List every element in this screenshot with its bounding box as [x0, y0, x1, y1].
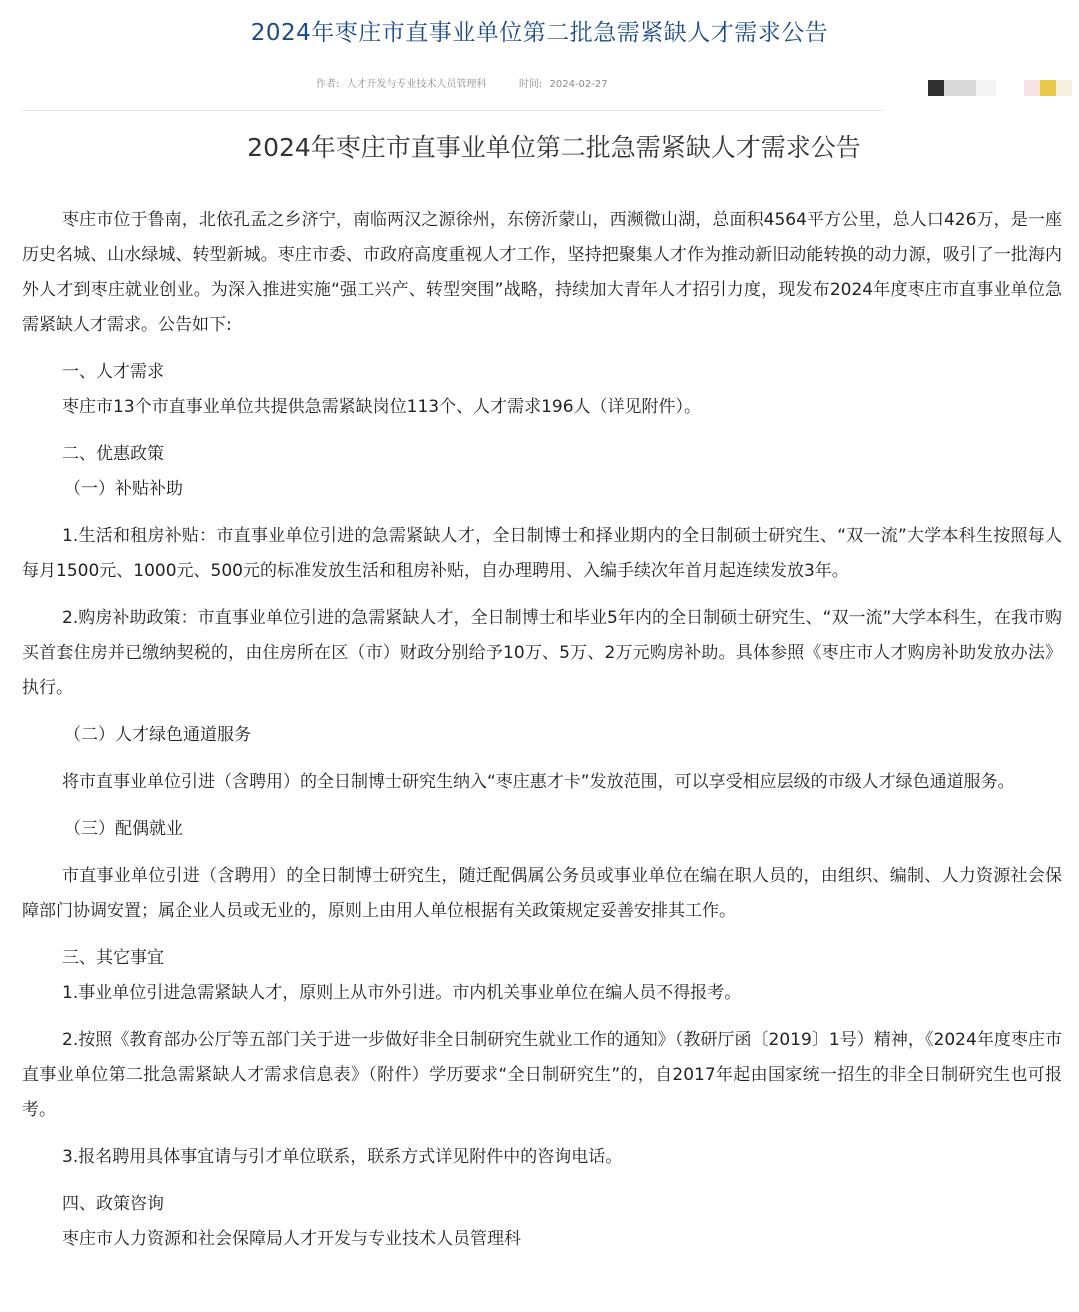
- section-paragraph: 3.报名聘用具体事宜请与引才单位联系，联系方式详见附件中的咨询电话。: [62, 1147, 623, 1167]
- section-paragraph: 枣庄市人力资源和社会保障局人才开发与专业技术人员管理科: [62, 1229, 521, 1249]
- share-swatch[interactable]: [928, 80, 944, 96]
- header-title: 2024年枣庄市直事业单位第二批急需紧缺人才需求公告: [250, 20, 829, 46]
- section-heading: 一、人才需求: [62, 362, 164, 382]
- subsection-heading: （一）补贴补助: [64, 479, 183, 499]
- author-value: 人才开发与专业技术人员管理科: [346, 79, 487, 90]
- author-label: 作者:: [316, 79, 340, 90]
- share-swatch[interactable]: [1024, 80, 1040, 96]
- share-swatch[interactable]: [996, 80, 1024, 96]
- section-paragraph: 将市直事业单位引进（含聘用）的全日制博士研究生纳入“枣庄惠才卡”发放范围，可以享受相应层级的市级人才绿色通道服务。: [62, 772, 1015, 792]
- article-meta: [316, 76, 612, 94]
- share-swatch[interactable]: [944, 80, 976, 96]
- intro-paragraph: 枣庄市位于鲁南，北依孔孟之乡济宁，南临两汉之源徐州，东傍沂蒙山，西濒微山湖，总面积4564平方公里，总人口426万，是一座历史名城、山水绿城、转型新城。枣庄市委、市政府高度重视人才工作，坚持把聚集人才作为推动新旧动能转换的动力源，吸引了一批海内外人才到枣庄就业创业。为深入推进实施“强工兴产、转型突围”战略，持续加大青年人才招引力度，现发布2024年度枣庄市直事业单位急需紧缺人才需求。公告如下:: [22, 210, 1062, 335]
- section-paragraph: 2.按照《教育部办公厅等五部门关于进一步做好非全日制研究生就业工作的通知》（教研厅函〔2019〕1号）精神，《2024年度枣庄市直事业单位第二批急需紧缺人才需求信息表》（附件）学历要求“全日制研究生”的，自2017年起由国家统一招生的非全日制研究生也可报考。: [22, 1030, 1062, 1120]
- section-paragraph: 2.购房补助政策：市直事业单位引进的急需紧缺人才，全日制博士和毕业5年内的全日制硕士研究生、“双一流”大学本科生，在我市购买首套住房并已缴纳契税的，由住房所在区（市）财政分别给予10万、5万、2万元购房补助。具体参照《枣庄市人才购房补助发放办法》执行。: [22, 608, 1062, 698]
- subsection-heading: （二）人才绿色通道服务: [64, 725, 251, 745]
- article-body: [22, 203, 1062, 1257]
- section-heading: 二、优惠政策: [62, 444, 164, 464]
- section-paragraph: 枣庄市13个市直事业单位共提供急需紧缺岗位113个、人才需求196人（详见附件）。: [62, 397, 702, 417]
- time-value: 2024-02-27: [549, 79, 608, 90]
- share-swatch[interactable]: [1056, 80, 1072, 96]
- subsection-heading: （三）配偶就业: [64, 819, 183, 839]
- share-swatch[interactable]: [976, 80, 996, 96]
- share-swatch[interactable]: [1040, 80, 1056, 96]
- section-paragraph: 1.事业单位引进急需紧缺人才，原则上从市外引进。市内机关事业单位在编人员不得报考。: [62, 983, 742, 1003]
- article-title: 2024年枣庄市直事业单位第二批急需紧缺人才需求公告: [247, 133, 861, 162]
- share-toolbar[interactable]: [928, 80, 1078, 96]
- section-heading: 三、其它事宜: [62, 948, 164, 968]
- section-heading: 四、政策咨询: [62, 1194, 164, 1214]
- section-paragraph: 1.生活和租房补贴：市直事业单位引进的急需紧缺人才，全日制博士和择业期内的全日制硕士研究生、“双一流”大学本科生按照每人每月1500元、1000元、500元的标准发放生活和租房补贴，自办理聘用、入编手续次年首月起连续发放3年。: [22, 526, 1062, 581]
- time-label: 时间:: [518, 79, 543, 90]
- header-divider: [22, 110, 884, 111]
- section-paragraph: 市直事业单位引进（含聘用）的全日制博士研究生，随迁配偶属公务员或事业单位在编在职人员的，由组织、编制、人力资源社会保障部门协调安置；属企业人员或无业的，原则上由用人单位根据有关政策规定妥善安排其工作。: [22, 866, 1062, 921]
